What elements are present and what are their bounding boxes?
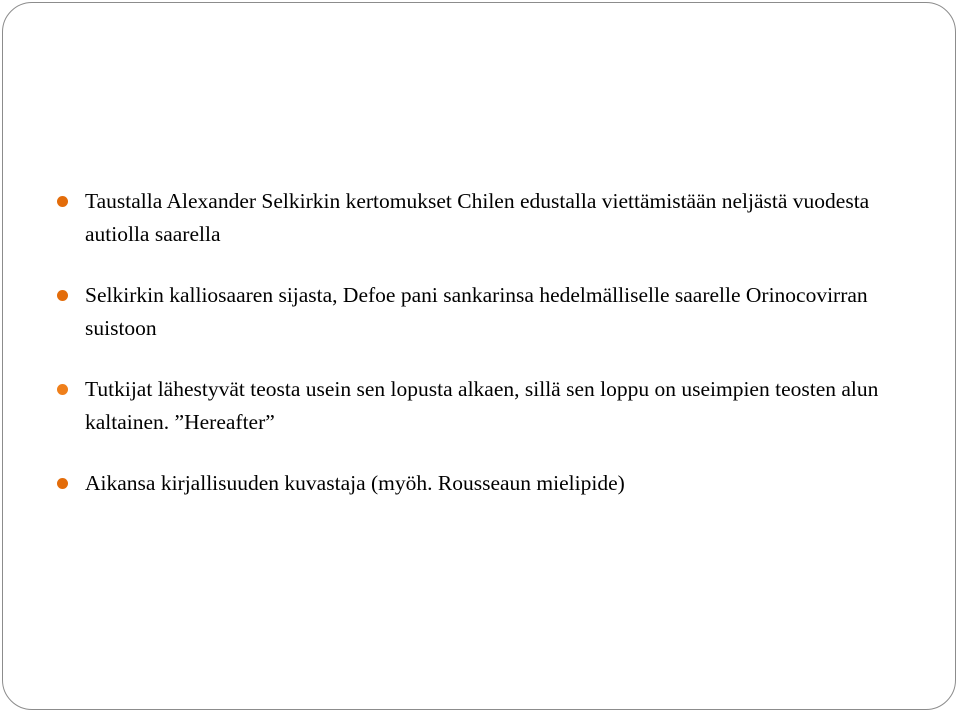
slide-frame <box>2 2 956 710</box>
bullet-text: Selkirkin kalliosaaren sijasta, Defoe pani sankarinsa hedelmälliselle saarelle Orinocovirran suistoon <box>85 283 868 340</box>
bullet-list <box>57 185 917 528</box>
bullet-dot-icon <box>57 196 68 207</box>
bullet-dot-icon <box>57 478 68 489</box>
bullet-text: Taustalla Alexander Selkirkin kertomukset Chilen edustalla viettämistään neljästä vuodesta autiolla saarella <box>85 189 870 246</box>
bullet-item <box>57 467 917 500</box>
bullet-text: Aikansa kirjallisuuden kuvastaja (myöh. Rousseaun mielipide) <box>85 471 625 495</box>
bullet-item <box>57 373 917 439</box>
bullet-item <box>57 185 917 251</box>
bullet-dot-icon <box>57 384 68 395</box>
bullet-item <box>57 279 917 345</box>
bullet-dot-icon <box>57 290 68 301</box>
bullet-text: Tutkijat lähestyvät teosta usein sen lopusta alkaen, sillä sen loppu on useimpien teosten alun kaltainen. ”Hereafter” <box>85 377 879 434</box>
